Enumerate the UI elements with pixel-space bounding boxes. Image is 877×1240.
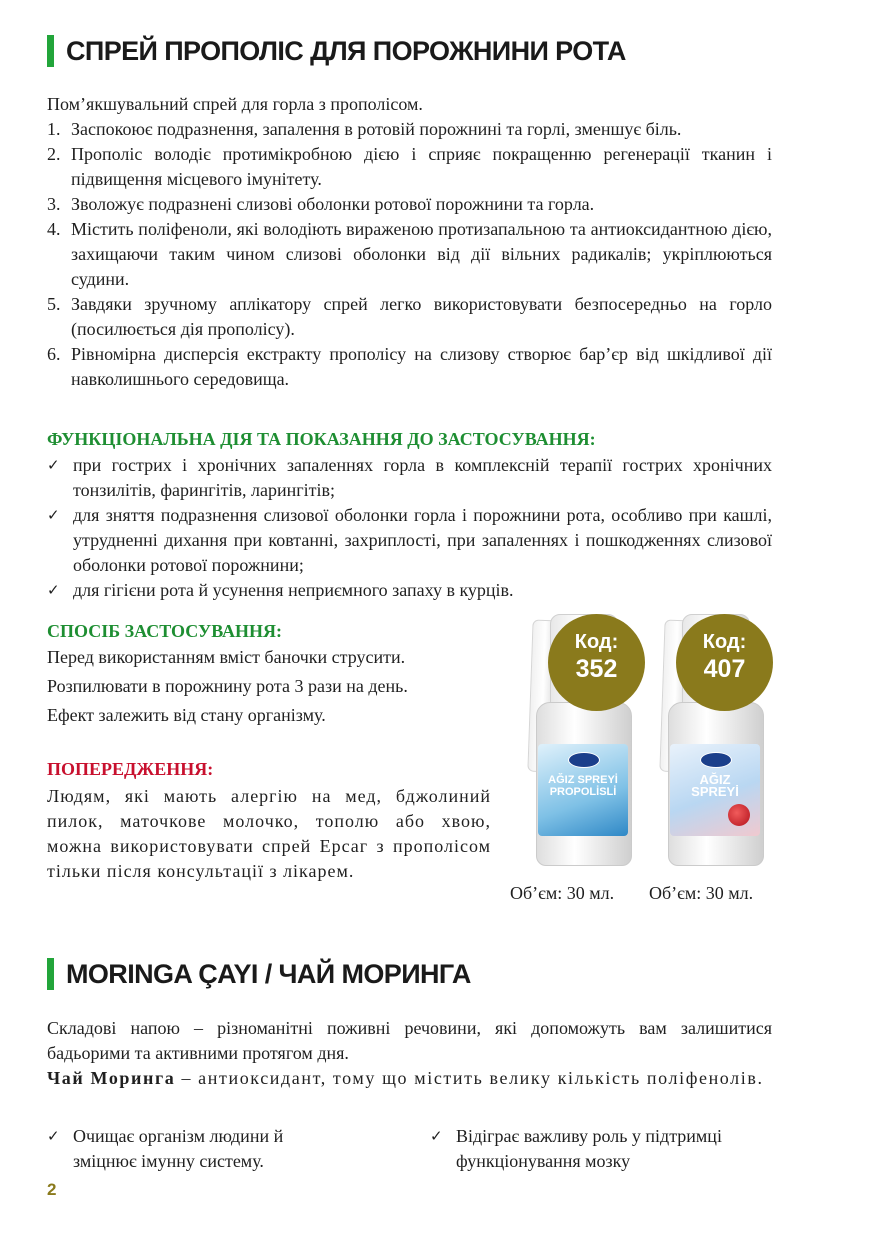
list-item: 5. Завдяки зручному аплікатору спрей легко використовувати безпосередньо на горло (посилюється дія прополісу). (47, 294, 772, 339)
brand-logo (700, 752, 732, 768)
check-item: ✓ при гострих і хронічних запаленнях горла в комплексній терапії гострих хронічних тонзилітів, фарингітів, ларингітів; (47, 453, 772, 503)
functional-list (47, 453, 772, 603)
title-accent-bar (47, 958, 54, 990)
usage-text (47, 645, 491, 728)
section-title-propolis-spray (47, 35, 626, 67)
check-icon: ✓ (47, 1127, 60, 1145)
product-volume: Об’єм: 30 мл. (510, 883, 615, 903)
product-code-badge: Код: 407 (676, 614, 773, 711)
section-title-text: MORINGA ÇAYI / ЧАЙ МОРИНГА (66, 958, 471, 989)
warning-text: Людям, які мають алергію на мед, бджолиний пилок, маточкове молочко, тополю або хвою, можна використовувати спрей Ерсаг з прополісом тільки після консультації з лікарем. (47, 786, 491, 881)
list-item: 3. Зволожує подразнені слизові оболонки ротової порожнини та горла. (47, 194, 595, 214)
moringa-paragraph: Складові напою – різноманітні поживні речовини, які допоможуть вам залишитися бадьорими та активними протягом дня. (47, 1018, 772, 1063)
bottle-label (538, 744, 628, 836)
list-item: 6. Рівномірна дисперсія екстракту прополісу на слизову створює бар’єр від шкідливої дії навколишнього середовища. (47, 344, 772, 389)
strawberry-image (728, 804, 750, 826)
check-icon: ✓ (47, 456, 60, 474)
intro-paragraph: Пом’якшувальний спрей для горла з прополісом. (47, 94, 423, 114)
moringa-check-left: ✓ Очищає організм людини й зміцнює імунну систему. (47, 1124, 347, 1174)
check-icon: ✓ (47, 581, 60, 599)
list-item: 4. Містить поліфеноли, які володіють вираженою протизапальною та антиоксидантною дією, захищаючи таким чином слизові оболонки від дії вільних радикалів; укріплюються судини. (47, 219, 772, 289)
product-code-badge: Код: 352 (548, 614, 645, 711)
check-item: ✓ для зняття подразнення слизової оболонки горла і порожнини рота, особливо при кашлі, утрудненні дихання при ковтанні, захриплості, при запаленнях і пошкодженнях слизової оболонки ротової порожнини; (47, 503, 772, 578)
section-title-text: СПРЕЙ ПРОПОЛІС ДЛЯ ПОРОЖНИНИ РОТА (66, 35, 626, 66)
usage-line: Ефект залежить від стану організму. (47, 705, 326, 725)
moringa-check-right: ✓ Відіграє важливу роль у підтримці функціонування мозку (430, 1124, 772, 1174)
usage-line: Розпилювати в порожнину рота 3 рази на день. (47, 676, 408, 696)
bottle-label-text: AĞIZ SPREYİ (691, 772, 739, 799)
functional-heading: ФУНКЦІОНАЛЬНА ДІЯ ТА ПОКАЗАННЯ ДО ЗАСТОСУВАННЯ: (47, 429, 596, 449)
check-icon: ✓ (430, 1127, 443, 1145)
page-number: 2 (47, 1180, 57, 1199)
bottle-label (670, 744, 760, 836)
section-title-moringa (47, 958, 471, 990)
brand-logo (568, 752, 600, 768)
title-accent-bar (47, 35, 54, 67)
usage-line: Перед використанням вміст баночки струсити. (47, 647, 406, 667)
list-item: 1. Заспокоює подразнення, запалення в ротовій порожнині та горлі, зменшує біль. (47, 119, 682, 139)
check-icon: ✓ (47, 506, 60, 524)
list-item: 2. Прополіс володіє протимікробною дією і сприяє покращенню регенерації тканин і підвищення місцевого імунітету. (47, 144, 772, 189)
bottle-label-text: AĞIZ SPREYİ PROPOLİSLİ (548, 774, 618, 798)
product-volume: Об’єм: 30 мл. (649, 883, 754, 903)
check-item: ✓ для гігієни рота й усунення неприємного запаху в курців. (47, 578, 772, 603)
usage-heading: СПОСІБ ЗАСТОСУВАННЯ: (47, 621, 283, 641)
warning-heading: ПОПЕРЕДЖЕННЯ: (47, 759, 214, 779)
benefits-list (47, 117, 772, 392)
moringa-antioxidant-paragraph: Чай Моринга – антиоксидант, тому що містить велику кількість поліфенолів. (47, 1068, 764, 1088)
